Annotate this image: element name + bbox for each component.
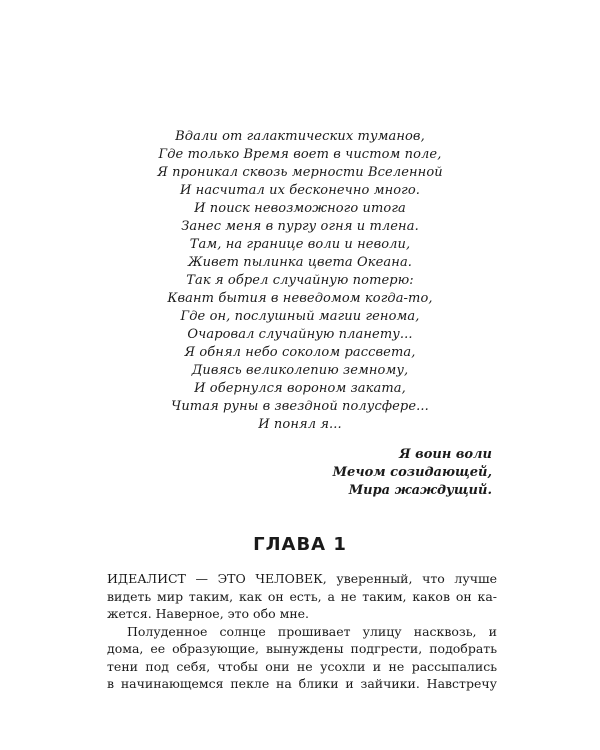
poem-line: Читая руны в звездной полусфере... — [171, 399, 429, 414]
poem-line: Квант бытия в неведомом когда-то, — [167, 291, 433, 306]
motto-line: Мира жаждущий. — [348, 483, 492, 498]
poem-line: Там, на границе воли и неволи, — [189, 237, 411, 252]
prose-line: Полуденное солнце прошивает улицу насквозь, и — [127, 623, 497, 639]
prose-line: в начинающемся пекле на блики и зайчики. Навстречу — [107, 676, 497, 691]
poem-line: Я проникал сквозь мерности Вселенной — [157, 165, 443, 180]
poem-line: И понял я... — [258, 417, 342, 432]
poem-line: Занес меня в пургу огня и тлена. — [181, 219, 419, 234]
poem-line: И обернулся вороном заката, — [194, 381, 406, 396]
chapter-body-text — [107, 570, 497, 693]
poem-line: Вдали от галактических туманов, — [175, 129, 425, 144]
chapter-title: ГЛАВА 1 — [253, 534, 347, 555]
poem-line: Дивясь великолепию земному, — [191, 363, 409, 378]
motto-line: Я воин воли — [399, 447, 492, 462]
poem-line: И насчитал их бесконечно много. — [179, 183, 420, 198]
prose-line: ИДЕАЛИСТ — ЭТО ЧЕЛОВЕК, уверенный, что лучше — [107, 571, 497, 586]
prose-line: тени под себя, чтобы они не усохли и не рассыпались — [107, 658, 497, 674]
poem-line: Я обнял небо соколом рассвета, — [184, 345, 416, 360]
epigraph-poem — [140, 128, 460, 434]
poem-line: Живет пылинка цвета Океана. — [187, 255, 413, 270]
poem-line: И поиск невозможного итога — [194, 201, 406, 216]
epigraph-motto — [333, 446, 492, 500]
prose-line: видеть мир таким, как он есть, а не таким, каков он ка- — [107, 588, 497, 604]
poem-line: Где он, послушный магии генома, — [180, 309, 420, 324]
poem-line: Так я обрел случайную потерю: — [186, 273, 414, 288]
prose-line: жется. Наверное, это обо мне. — [107, 606, 310, 621]
poem-line: Очаровал случайную планету... — [187, 327, 413, 342]
poem-line: Где только Время воет в чистом поле, — [158, 147, 442, 162]
motto-line: Мечом созидающей, — [332, 465, 492, 480]
prose-line: дома, ее образующие, вынуждены подгрести, подобрать — [107, 641, 497, 656]
